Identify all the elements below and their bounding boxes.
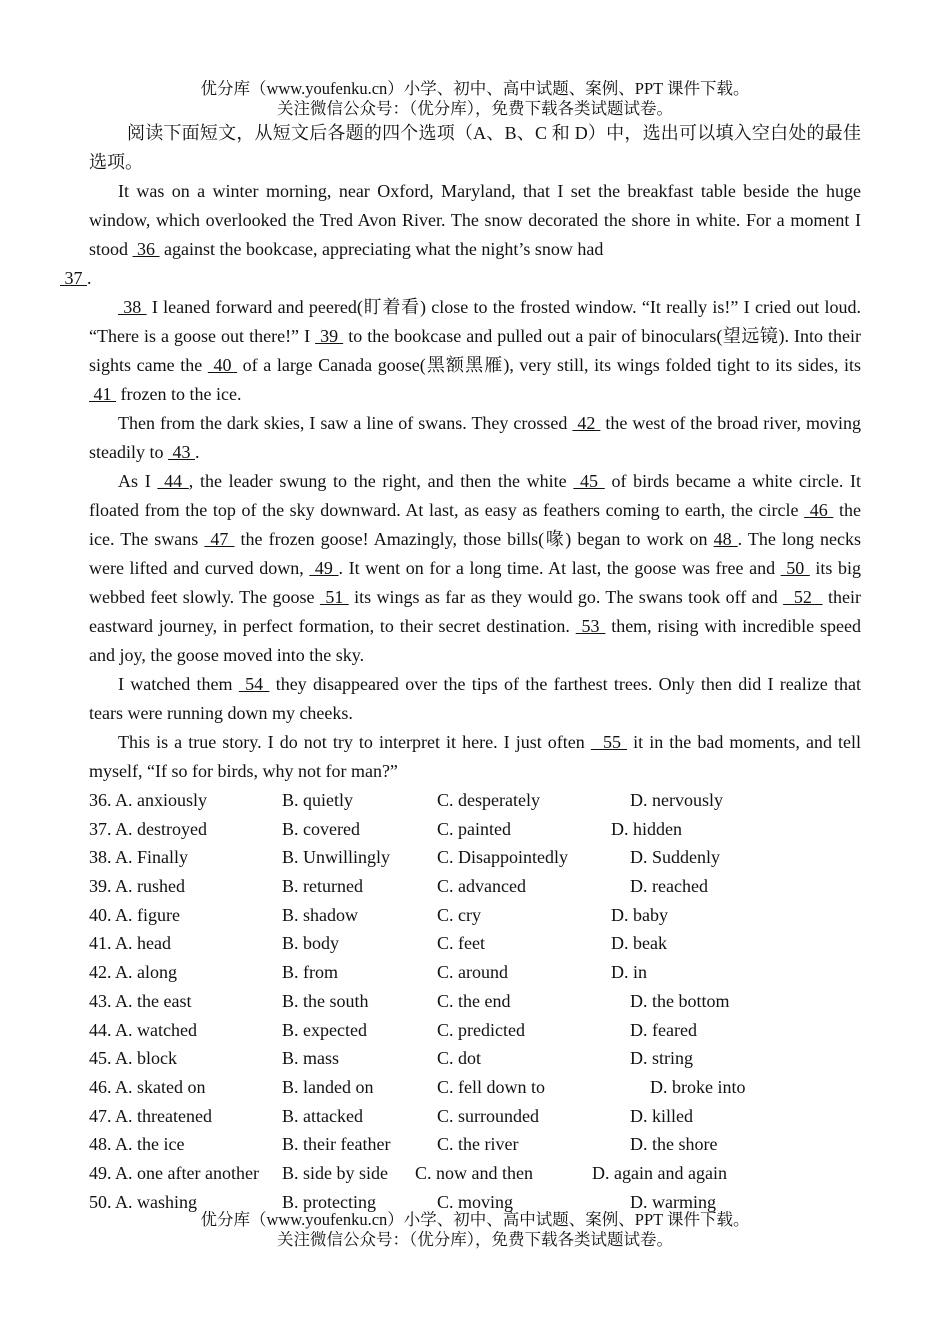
option-d: D. the shore: [630, 1134, 718, 1155]
option-row: [89, 843, 861, 872]
option-c: C. moving: [437, 1191, 514, 1212]
option-b: B. shadow: [282, 904, 358, 925]
option-c: C. fell down to: [437, 1076, 545, 1097]
blank-43: 43: [168, 442, 195, 462]
paragraph-4: [89, 467, 861, 670]
option-b: B. attacked: [282, 1105, 363, 1126]
exam-content: [60, 119, 862, 1216]
text: frozen to the ice.: [116, 384, 242, 404]
option-d: D. broke into: [650, 1076, 746, 1097]
blank-51: 51: [319, 587, 349, 607]
text: their eastward journey, in perfect formation, to their secret destination.: [89, 587, 862, 636]
paragraph-6: [89, 728, 861, 786]
page-footer: [0, 1210, 950, 1250]
text: it in the bad moments, and tell myself, “If so for birds, why not for man?”: [89, 732, 862, 781]
blank-45: 45: [573, 471, 605, 491]
text: Then from the dark skies, I saw a line of swans. They crossed: [118, 413, 573, 433]
option-c: C. surrounded: [437, 1105, 539, 1126]
option-b: B. protecting: [282, 1191, 376, 1212]
option-row: [89, 929, 861, 958]
option-c: C. painted: [437, 818, 511, 839]
option-c: C. Disappointedly: [437, 847, 568, 868]
option-a: 38. A. Finally: [89, 847, 189, 868]
option-c: C. cry: [437, 904, 481, 925]
text: its wings as far as they would go. The swans took off and: [348, 587, 784, 607]
option-b: B. expected: [282, 1019, 367, 1040]
blank-44: 44: [157, 471, 189, 491]
text: to the bookcase and pulled out a pair of binoculars(望远镜). Into their sights came the: [89, 326, 861, 375]
paragraph-2: [89, 293, 861, 409]
text: the frozen goose! Amazingly, those bills(喙) began to work on: [234, 529, 714, 549]
blank-42: 42: [572, 413, 601, 433]
option-a: 41. A. head: [89, 933, 171, 954]
blank-40: 40: [207, 355, 238, 375]
answer-options: [89, 786, 861, 1216]
text: It was on a winter morning, near Oxford, Maryland, that I set the breakfast table beside the huge window, which overlooked the Tred Avon River. The snow decorated the shore in white. For a moment I stood: [89, 181, 861, 259]
option-row: [89, 786, 861, 815]
blank-55: 55: [590, 732, 628, 752]
option-row: [89, 1130, 861, 1159]
option-c: C. feet: [437, 933, 485, 954]
option-c: C. around: [437, 962, 508, 983]
text: .: [87, 268, 92, 288]
option-d: D. feared: [630, 1019, 697, 1040]
text: against the bookcase, appreciating what the night’s snow had: [159, 239, 604, 259]
option-c: C. the river: [437, 1134, 519, 1155]
footer-line-1: 优分库（www.youfenku.cn）小学、初中、高中试题、案例、PPT 课件下载。: [200, 1210, 750, 1229]
option-row: [89, 1016, 861, 1045]
option-b: B. mass: [282, 1048, 340, 1069]
option-b: B. body: [282, 933, 340, 954]
option-a: 45. A. block: [89, 1048, 177, 1069]
option-b: B. returned: [282, 876, 363, 897]
text: of a large Canada goose(黑额黑雁), very still, its wings folded tight to its sides, its: [237, 355, 861, 375]
option-row: [89, 815, 861, 844]
blank-50: 50: [780, 558, 810, 578]
option-a: 48. A. the ice: [89, 1134, 185, 1155]
option-d: D. beak: [611, 933, 667, 954]
option-b: B. from: [282, 962, 338, 983]
option-a: 43. A. the east: [89, 990, 192, 1011]
blank-38: 38: [118, 297, 147, 317]
option-row: [89, 958, 861, 987]
instruction: 阅读下面短文，从短文后各题的四个选项（A、B、C 和 D）中，选出可以填入空白处的最佳选项。: [89, 123, 861, 172]
option-c: C. the end: [437, 990, 511, 1011]
option-d: D. nervously: [630, 790, 723, 810]
option-b: B. side by side: [282, 1162, 388, 1183]
text: the west of the broad river, moving steadily to: [89, 413, 861, 462]
option-d: D. baby: [611, 904, 668, 925]
blank-36: 36: [132, 239, 160, 259]
option-b: B. Unwillingly: [282, 847, 391, 868]
blank-52: 52: [783, 587, 823, 607]
text: As I: [118, 471, 158, 491]
blank-37: 37: [60, 268, 87, 288]
option-d: D. killed: [630, 1105, 693, 1126]
option-b: B. the south: [282, 990, 369, 1011]
blank-49: 49: [309, 558, 339, 578]
blank-41: 41: [89, 384, 116, 404]
text: the ice. The swans: [89, 500, 861, 549]
option-a: 40. A. figure: [89, 904, 180, 925]
text: . The long necks were lifted and curved down,: [89, 529, 862, 578]
text: .: [195, 442, 200, 462]
option-a: 46. A. skated on: [89, 1076, 206, 1097]
option-b: B. quietly: [282, 790, 353, 810]
option-row: [89, 901, 861, 930]
option-row: [89, 1044, 861, 1073]
text: This is a true story. I do not try to interpret it here. I just often: [118, 732, 591, 752]
option-d: D. again and again: [592, 1162, 727, 1183]
option-d: D. warming: [630, 1191, 716, 1212]
text: , the leader swung to the right, and then the white: [188, 471, 574, 491]
text: of birds became a white circle. It floated from the top of the sky downward. At last, as easy as feathers coming to earth, the circle: [89, 471, 862, 520]
option-a: 44. A. watched: [89, 1019, 197, 1040]
option-b: B. their feather: [282, 1134, 391, 1155]
text: I watched them: [118, 674, 239, 694]
option-c: C. dot: [437, 1048, 482, 1069]
header-line-1: 优分库（www.youfenku.cn）小学、初中、高中试题、案例、PPT 课件下载。: [200, 79, 750, 98]
paragraph-5: [89, 670, 861, 728]
option-row: [89, 1102, 861, 1131]
option-b: B. covered: [282, 818, 360, 839]
blank-48: 48: [713, 529, 738, 549]
option-a: 47. A. threatened: [89, 1105, 212, 1126]
option-d: D. in: [611, 962, 647, 983]
text: them, rising with incredible speed and joy, the goose moved into the sky.: [89, 616, 861, 665]
option-row: [89, 872, 861, 901]
text: . It went on for a long time. At last, the goose was free and: [338, 558, 781, 578]
option-a: 36. A. anxiously: [89, 790, 208, 810]
paragraph-3: [89, 409, 861, 467]
option-c: C. predicted: [437, 1019, 525, 1040]
option-d: D. the bottom: [630, 990, 730, 1011]
option-a: 37. A. destroyed: [89, 818, 207, 839]
text: its big webbed feet slowly. The goose: [89, 558, 862, 607]
option-row: [89, 1159, 861, 1188]
option-row: [89, 987, 861, 1016]
option-row: [89, 1073, 861, 1102]
header-line-2: 关注微信公众号：（优分库），免费下载各类试题试卷。: [277, 99, 673, 118]
option-a: 42. A. along: [89, 962, 177, 983]
blank-54: 54: [238, 674, 270, 694]
option-d: D. Suddenly: [630, 847, 720, 868]
option-a: 49. A. one after another: [89, 1162, 259, 1183]
paragraph-1: [60, 177, 861, 293]
option-c: C. desperately: [437, 790, 540, 810]
blank-47: 47: [204, 529, 235, 549]
option-a: 50. A. washing: [89, 1191, 197, 1212]
text: they disappeared over the tips of the farthest trees. Only then did I realize that tears were running down my cheeks.: [89, 674, 862, 723]
option-b: B. landed on: [282, 1076, 374, 1097]
option-d: D. reached: [630, 876, 708, 897]
option-d: D. hidden: [611, 818, 682, 839]
page-header: [0, 79, 950, 119]
blank-53: 53: [575, 616, 606, 636]
option-c: C. now and then: [415, 1162, 533, 1183]
option-a: 39. A. rushed: [89, 876, 185, 897]
text: I leaned forward and peered(盯着看) close to the frosted window. “It really is!” I cried out loud. “There is a goose out there!” I: [89, 297, 861, 346]
footer-line-2: 关注微信公众号：（优分库），免费下载各类试题试卷。: [277, 1230, 673, 1249]
blank-46: 46: [804, 500, 834, 520]
option-c: C. advanced: [437, 876, 526, 897]
blank-39: 39: [315, 326, 344, 346]
option-d: D. string: [630, 1048, 693, 1069]
